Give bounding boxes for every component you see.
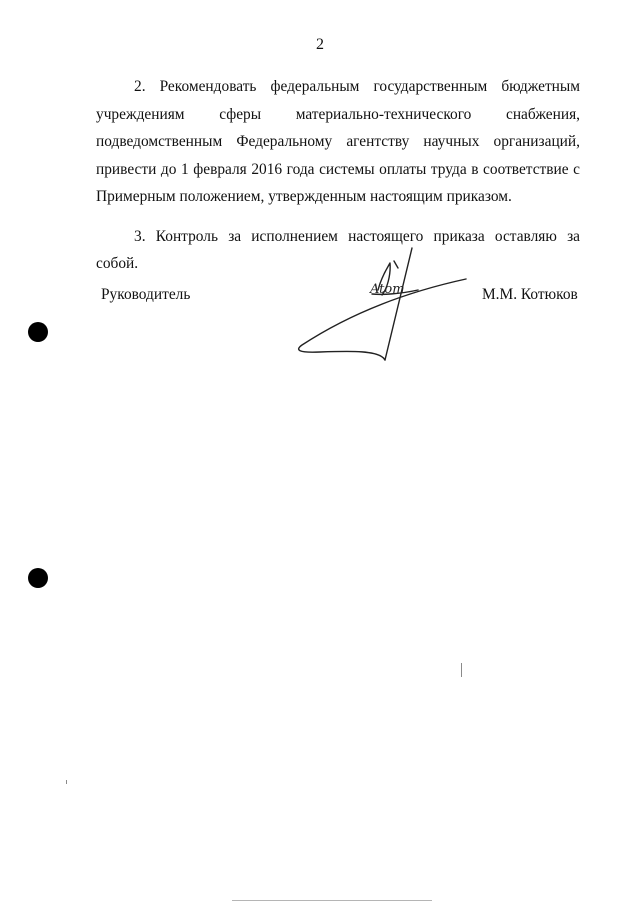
signatory-name: М.М. Котюков (482, 286, 578, 303)
paragraph-control: 3. Контроль за исполнением настоящего приказа оставляю за собой. (96, 227, 580, 272)
punch-hole-top (28, 322, 48, 342)
signature-scrawl: Atom (370, 282, 405, 297)
signature-position-label: Руководитель (101, 286, 191, 303)
scan-artifact (232, 900, 432, 901)
punch-hole-bottom (28, 568, 48, 588)
handwritten-signature (290, 245, 470, 365)
paragraph-recommendation: 2. Рекомендовать федеральным государственным бюджетным учреждениям сферы материально-технического снабжения, подведомственным Федеральному агентству научных организаций, привести до 1 февраля 2016 года системы оплаты труда в соответствие с Примерным положением, утвержденным настоящим приказом. (96, 78, 580, 205)
scan-artifact (461, 663, 462, 677)
scan-artifact (66, 780, 67, 784)
page-number: 2 (316, 36, 324, 53)
